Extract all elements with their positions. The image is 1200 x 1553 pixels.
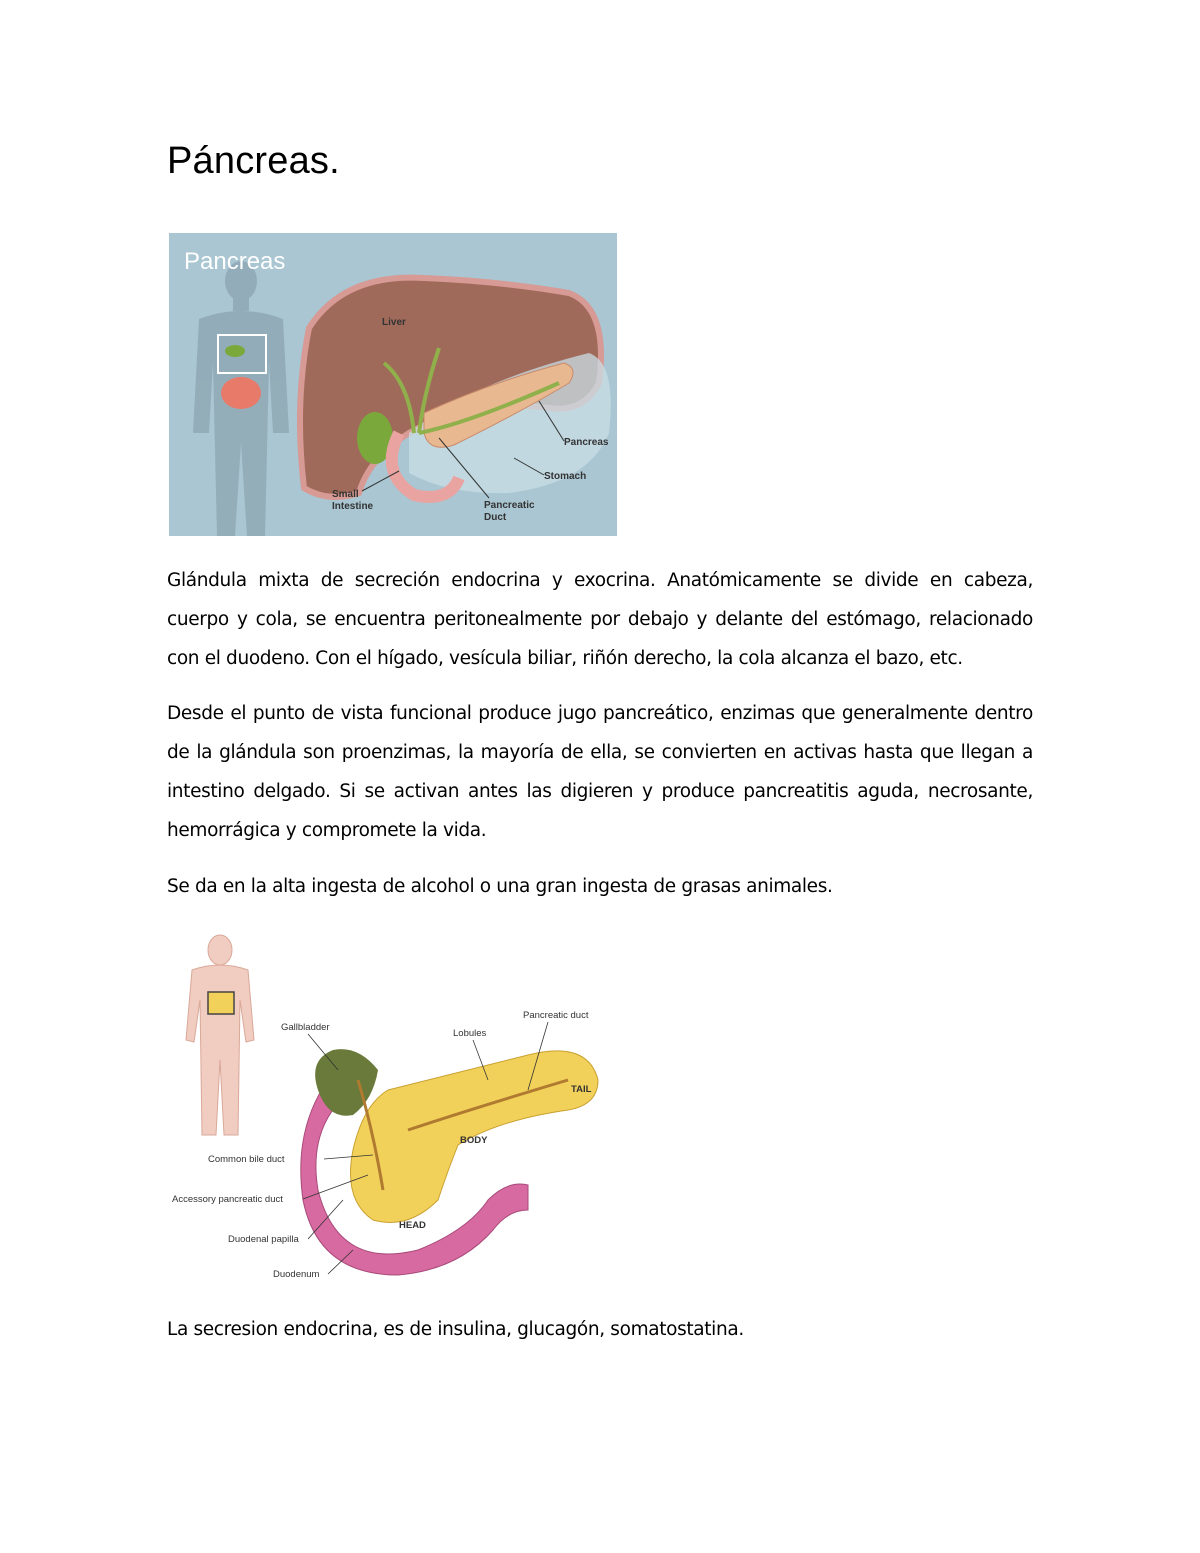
label-accessory-duct: Accessory pancreatic duct [172,1194,283,1205]
label-common-bile-duct: Common bile duct [208,1154,285,1165]
label-duodenal-papilla: Duodenal papilla [228,1234,299,1245]
paragraph-1: Glándula mixta de secreción endocrina y exocrina. Anatómicamente se divide en cabeza, cuerpo y cola, se encuentra peritonealmente por debajo y delante del estómago, relacionado con el duodeno. Con el hígado, vesícula biliar, riñón derecho, la cola alcanza el bazo, etc. [167,570,1033,669]
pancreas-anatomy-figure [168,930,608,1290]
label-duct-2: Duct [484,512,507,523]
label-lobules: Lobules [453,1028,487,1039]
label-gallbladder: Gallbladder [281,1022,330,1033]
mini-intestine [221,377,261,409]
label-pancreas: Pancreas [564,437,609,448]
paragraph-3: Se da en la alta ingesta de alcohol o una gran ingesta de grasas animales. [167,876,833,897]
label-duct-1: Pancreatic [484,500,535,511]
label-small-1: Small [332,489,359,500]
label-tail: TAIL [571,1084,592,1095]
label-liver: Liver [382,317,406,328]
label-small-2: Intestine [332,501,374,512]
label-stomach: Stomach [544,471,587,482]
label-duodenum: Duodenum [273,1269,320,1280]
paragraph-4: La secresion endocrina, es de insulina, glucagón, somatostatina. [167,1319,744,1340]
organ-view [300,278,611,497]
page-title: Páncreas. [167,140,340,182]
figure1-heading: Pancreas [184,248,286,275]
paragraph-2: Desde el punto de vista funcional produce jugo pancreático, enzimas que generalmente dentro de la glándula son proenzimas, la mayoría de ella, se convierten en activas hasta que llegan a intestino delgado. Si se activan antes las digieren y produce pancreatitis aguda, necrosante, hemorrágica y compromete la vida. [167,703,1033,841]
label-head: HEAD [399,1220,426,1231]
label-body: BODY [460,1135,488,1146]
zoom-box-2 [208,992,234,1014]
label-pancreatic-duct: Pancreatic duct [523,1010,589,1021]
pancreas-location-figure [169,233,617,536]
